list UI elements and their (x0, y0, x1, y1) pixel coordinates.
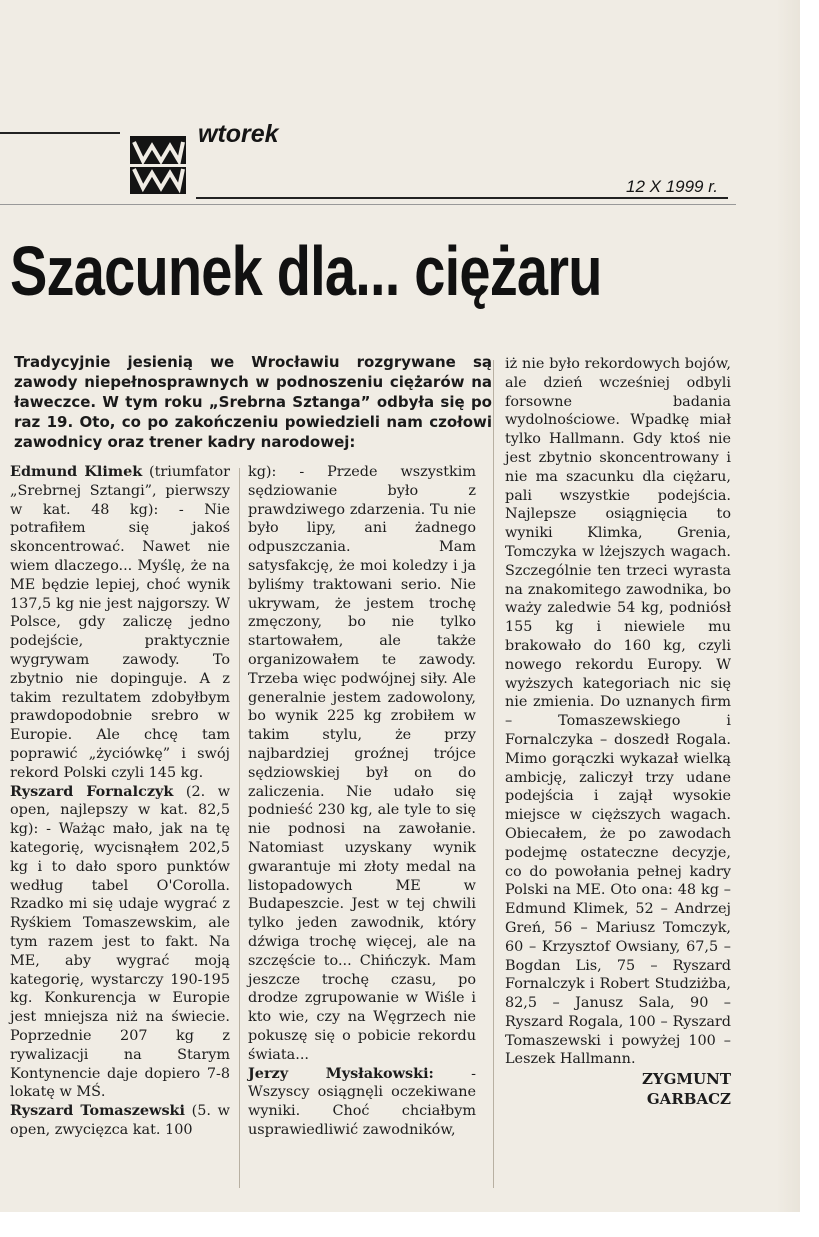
day-name: wtorek (198, 120, 279, 148)
ww-logo (130, 136, 186, 194)
paragraph-text: (2. w open, najlepszy w kat. 82,5 kg): - Ważąc mało, jak na tę kategorię, wycisnąłem 202,5 kg i to dało sporo punktów według tabel O'Corolla. Rzadko mi się udaje wygrać z Ryśkiem Tomaszewskim, ale tym razem jest to fakt. Na ME, aby wygrać moją kategorię, wystarczy 190-195 kg. Konkurencja w Europie jest mniejsza niż na świecie. Poprzednie 207 kg z rywalizacji na Starym Kontynencie daje dopiero 7-8 lokatę w MŚ. (10, 783, 231, 1101)
paragraph-text: - Wszyscy osiągnęli oczekiwane wyniki. Choć chciałbym usprawiedliwić zawodników, (248, 1065, 476, 1138)
author-last-name: GARBACZ (646, 1090, 731, 1109)
interview-paragraph (10, 1102, 230, 1140)
author-signature (505, 1069, 731, 1109)
column-divider (493, 360, 494, 1188)
article-headline: Szacunek dla... ciężaru (10, 232, 602, 310)
article-column-3 (505, 355, 731, 1109)
article-lead: Tradycyjnie jesienią we Wrocławiu rozgrywane są zawody niepełnosprawnych w podnoszeniu ciężarów na ławeczce. W tym roku „Srebrna Sztanga” odbyła się po raz 19. Oto, co po zakończeniu powiedzieli nam czołowi zawodnicy oraz trener kadry narodowej: (14, 353, 492, 451)
torn-edge (776, 0, 800, 1212)
speaker-name: Ryszard Fornalczyk (10, 782, 174, 800)
paragraph-text: (triumfator „Srebrnej Sztangi”, pierwszy w kat. 48 kg): - Nie potrafiłem się jakoś skoncentrować. Nawet nie wiem dlaczego... Myślę, że na ME będzie lepiej, choć wynik 137,5 kg nie jest najgorszy. W Polsce, gdy zaliczę jedno podejście, praktycznie wygrywam zawody. To zbytnio nie dopinguje. A z takim rezultatem zdobyłbym prawdopodobnie srebro w Europie. Ale chcę tam poprawić „życiówkę” i swój rekord Polski czyli 145 kg. (10, 464, 230, 781)
section-rule (0, 204, 736, 205)
author-first-name: ZYGMUNT (641, 1070, 731, 1089)
speaker-name: Edmund Klimek (10, 463, 143, 480)
paragraph-text: kg): - Przede wszystkim sędziowanie było z prawdziwego zdarzenia. Tu nie było lipy, ani żadnego odpuszczania. Mam satysfakcję, że moi koledzy i ja byliśmy traktowani serio. Nie ukrywam, że jestem trochę zmęczony, bo nie tylko startowałem, ale także organizowałem te zawody. Trzeba więc podwójnej siły. Ale generalnie jestem zadowolony, bo wynik 225 kg zrobiłem w takim stylu, że przy najbardziej groźnej trójce sędziowskiej był on do zaliczenia. Nie udało się podnieść 230 kg, ale tyle to się nie podnosi na zawołanie. Natomiast uzyskany wynik gwarantuje mi złoty medal na listopadowych ME w Budapeszcie. Jest w tej chwili tylko jeden zawodnik, który dźwiga trochę więcej, ale na szczęście to... Chińczyk. Mam jeszcze trochę czasu, po drodze zgrupowanie w Wiśle i kto wie, czy na Węgrzech nie pokuszę się o pobicie rekordu świata... (248, 464, 476, 1063)
interview-paragraph (10, 783, 230, 1103)
column-divider (239, 468, 240, 1188)
header-rule-left (0, 132, 120, 134)
header-rule (196, 197, 728, 199)
article-column-2 (248, 463, 476, 1140)
interview-paragraph (10, 463, 230, 783)
article-column-1 (10, 463, 230, 1140)
speaker-name: Jerzy Mysłakowski: (248, 1064, 434, 1082)
issue-date: 12 X 1999 r. (626, 177, 718, 196)
paragraph-text: (5. w open, zwycięzca kat. 100 (10, 1103, 230, 1138)
paragraph-text: iż nie było rekordowych bojów, ale dzień wcześniej odbyli forsowne badania wydolnościowe. Wpadkę miał tylko Hallmann. Gdy ktoś nie jest zbytnio skoncentrowany i nie ma szacunku dla ciężaru, pali wszystkie podejścia. Najlepsze osiągnięcia to wyniki Klimka, Grenia, Tomczyka w lżejszych wagach. Szczególnie ten trzeci wyrasta na znakomitego zawodnika, bo waży zaledwie 54 kg, podniósł 155 kg i niewiele mu brakowało do 160 kg, czyli nowego rekordu Europy. W wyższych kategoriach nic się nie zmienia. Do uznanych firm – Tomaszewskiego i Fornalczyka – doszedł Rogala. Mimo gorączki wykazał wielką ambicję, zaliczył trzy udane podejścia i zajął wysokie miejsce w cięższych wagach. Obiecałem, że po zawodach podejmę ostateczne decyzje, co do powołania pełnej kadry Polski na ME. Oto ona: 48 kg – Edmund Klimek, 52 – Andrzej Greń, 56 – Mariusz Tomczyk, 60 – Krzysztof Owsiany, 67,5 – Bogdan Lis, 75 – Ryszard Fornalczyk i Robert Studziżba, 82,5 – Janusz Sala, 90 – Ryszard Rogala, 100 – Ryszard Tomaszewski i powyżej 100 – Leszek Hallmann. (505, 356, 731, 1068)
speaker-name: Ryszard Tomaszewski (10, 1102, 185, 1120)
interview-paragraph (248, 1065, 476, 1140)
